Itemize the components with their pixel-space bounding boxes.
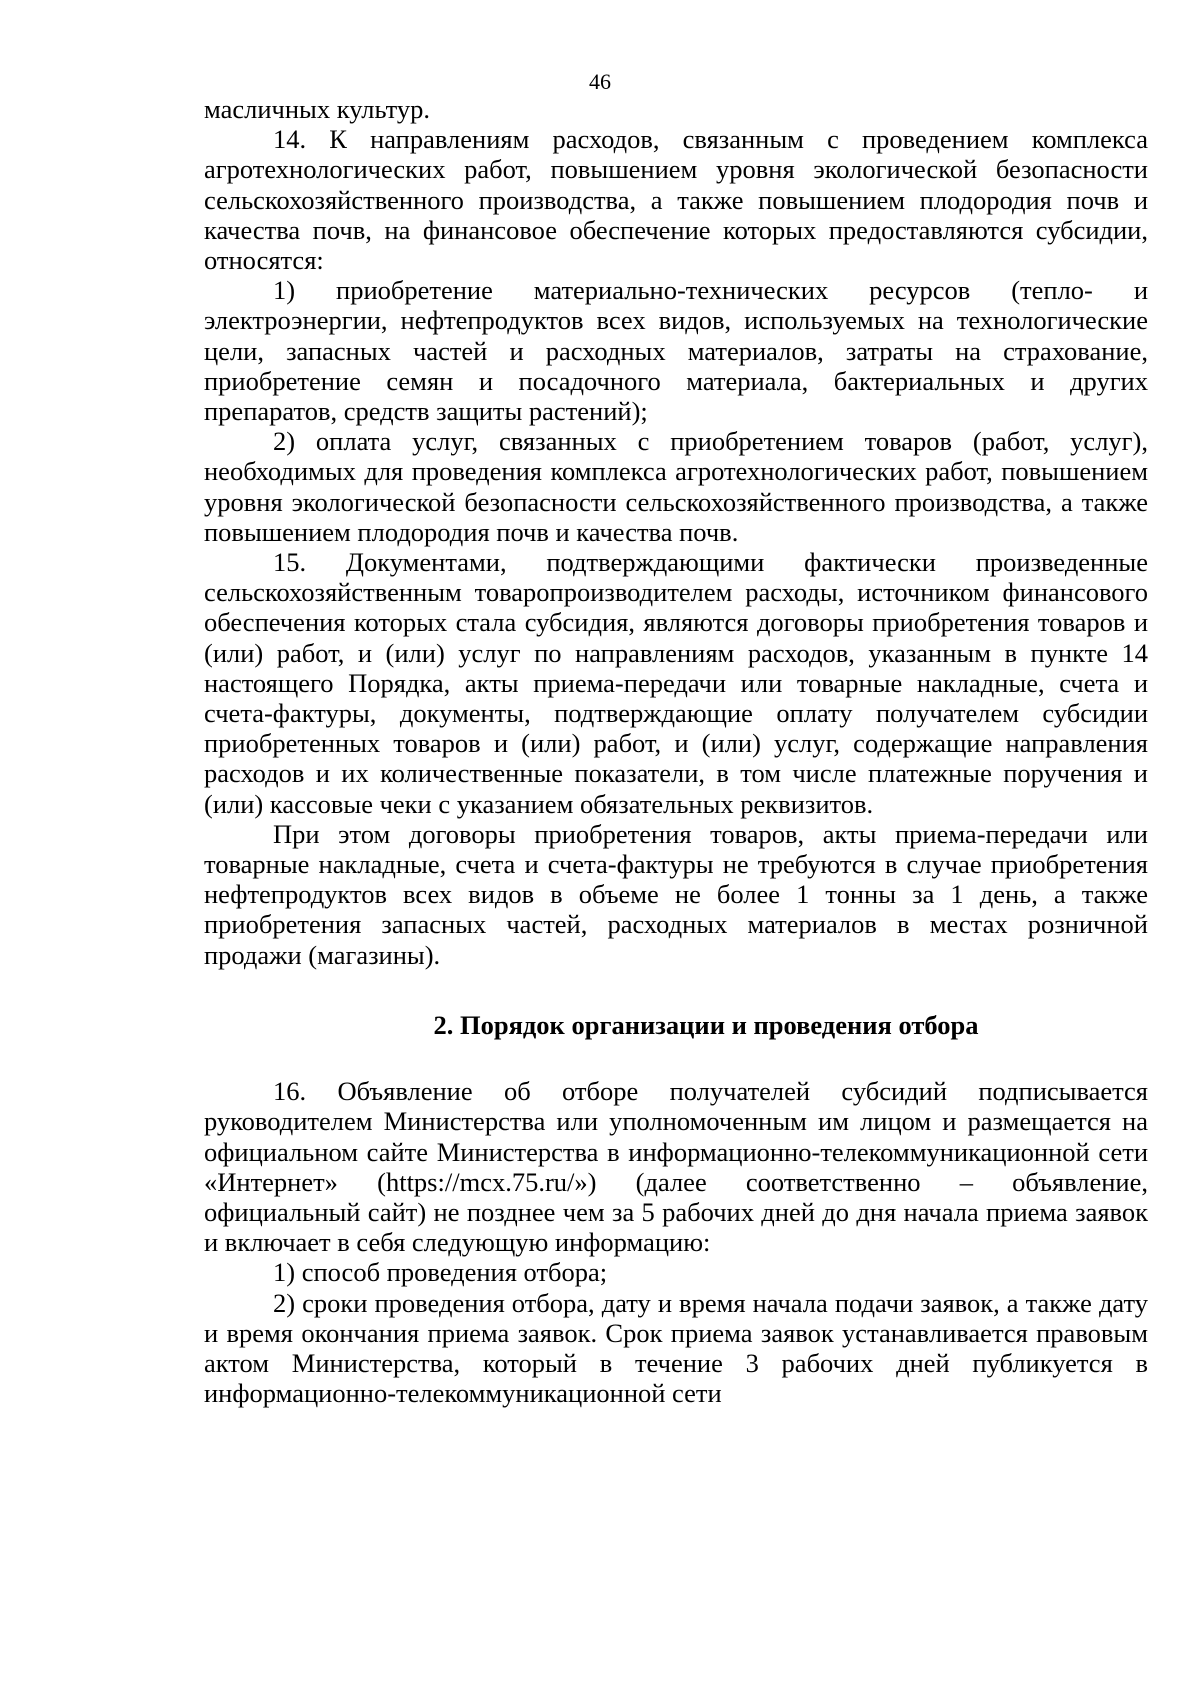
paragraph-item-16-subitem-2: 2) сроки проведения отбора, дату и время начала подачи заявок, а также дату и время окончания приема заявок. Срок приема заявок устанавливается правовым актом Министерства, который в течение 3 рабочих дней публикуется в информационно-телекоммуникационной сети — [204, 1287, 1148, 1409]
section-heading: 2. Порядок организации и проведения отбора — [433, 1009, 979, 1040]
paragraph-item-16-subitem-1: 1) способ проведения отбора; — [273, 1257, 608, 1288]
paragraph-exception: При этом договоры приобретения товаров, акты приема-передачи или товарные накладные, счета и счета-фактуры не требуются в случае приобретения нефтепродуктов всех видов в объеме не более 1 тонны за 1 день, а также приобретения запасных частей, расходных материалов в местах розничной продажи (магазины). — [204, 818, 1148, 970]
paragraph-subitem-1: 1) приобретение материально-технических ресурсов (тепло- и электроэнергии, нефтепродуктов всех видов, используемых на технологические цели, запасных частей и расходных материалов, затраты на страхование, приобретение семян и посадочного материала, бактериальных и других препаратов, средств защиты растений); — [204, 275, 1148, 427]
paragraph-item-15: 15. Документами, подтверждающими фактически произведенные сельскохозяйственным товаропроизводителем расходы, источником финансового обеспечения которых стала субсидия, являются договоры приобретения товаров и (или) работ, и (или) услуг по направлениям расходов, указанным в пункте 14 настоящего Порядка, акты приема-передачи или товарные накладные, счета и счета-фактуры, документы, подтверждающие оплату получателем субсидии приобретенных товаров и (или) работ, и (или) услуг, содержащие направления расходов и их количественные показатели, в том числе платежные поручения и (или) кассовые чеки с указанием обязательных реквизитов. — [204, 547, 1148, 819]
page-number: 46 — [589, 69, 611, 94]
paragraph-item-14: 14. К направлениям расходов, связанным с проведением комплекса агротехнологических работ, повышением уровня экологической безопасности сельскохозяйственного производства, а также повышением плодородия почв и качества почв, на финансовое обеспечение которых предоставляются субсидии, относятся: — [204, 124, 1148, 276]
document-body — [204, 94, 1148, 1408]
paragraph-item-16: 16. Объявление об отборе получателей субсидий подписывается руководителем Министерства или уполномоченным им лицом и размещается на официальном сайте Министерства в информационно-телекоммуникационной сети «Интернет» (https://mcx.75.ru/») (далее соответственно – объявление, официальный сайт) не позднее чем за 5 рабочих дней до дня начала приема заявок и включает в себя следующую информацию: — [204, 1076, 1148, 1258]
paragraph-subitem-2: 2) оплата услуг, связанных с приобретением товаров (работ, услуг), необходимых для проведения комплекса агротехнологических работ, повышением уровня экологической безопасности сельскохозяйственного производства, а также повышением плодородия почв и качества почв. — [204, 426, 1148, 547]
paragraph-continuation: масличных культур. — [204, 94, 430, 124]
